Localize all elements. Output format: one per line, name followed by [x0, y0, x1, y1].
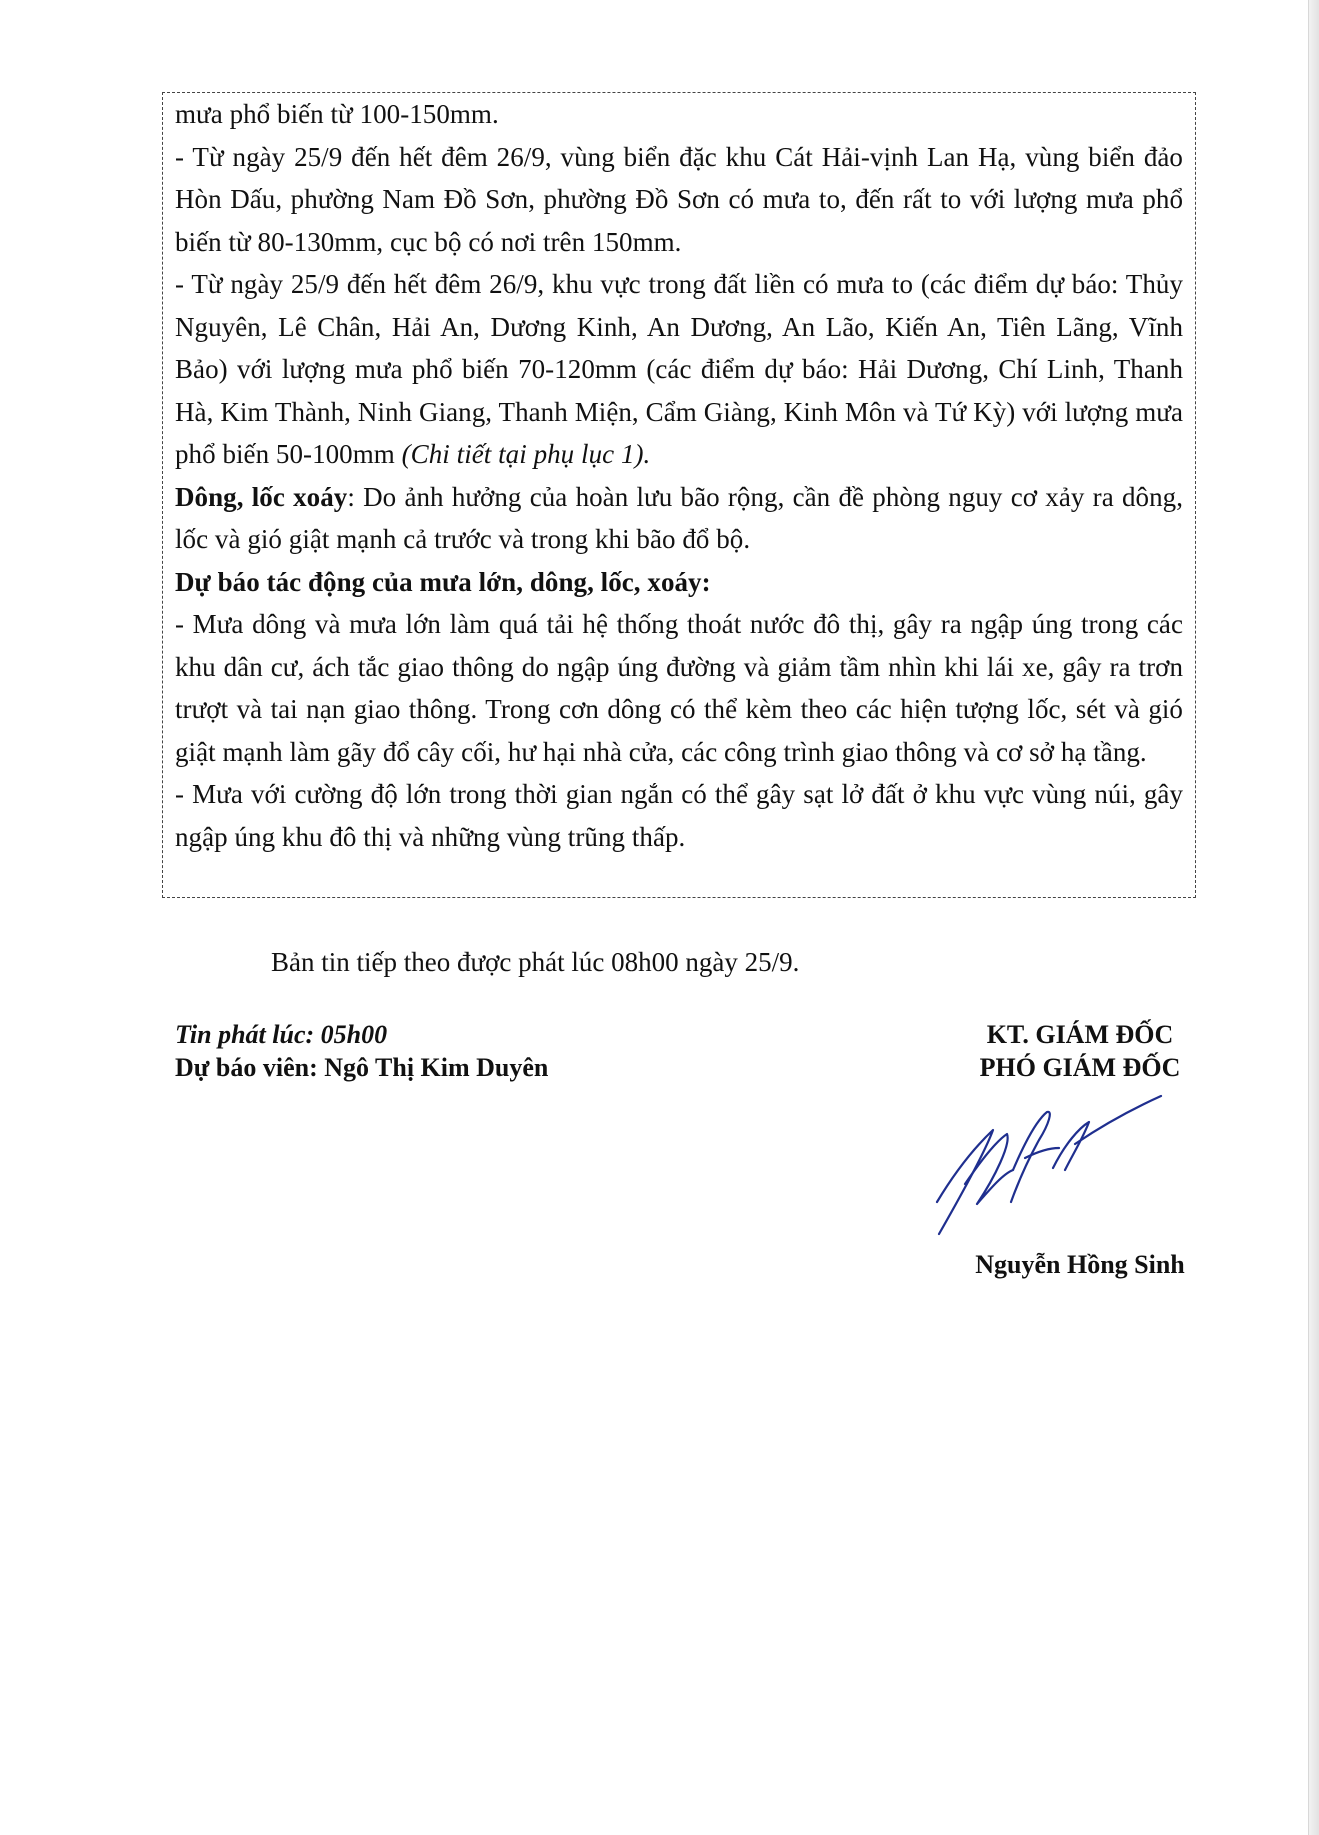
box-paragraph-4	[175, 476, 1183, 561]
box-paragraph-2: - Từ ngày 25/9 đến hết đêm 26/9, vùng biển đặc khu Cát Hải-vịnh Lan Hạ, vùng biển đảo Hòn Dấu, phường Nam Đồ Sơn, phường Đồ Sơn có mưa to, đến rất to với lượng mưa phổ biến từ 80-130mm, cục bộ có nơi trên 150mm.	[175, 141, 1183, 257]
forecaster-name: Dự báo viên: Ngô Thị Kim Duyên	[175, 1053, 549, 1082]
box-paragraph-3	[175, 263, 1183, 476]
issued-time: Tin phát lúc: 05h00	[175, 1020, 388, 1049]
approval-block	[900, 1018, 1260, 1084]
box-paragraph-6: - Mưa dông và mưa lớn làm quá tải hệ thống thoát nước đô thị, gây ra ngập úng trong các khu dân cư, ách tắc giao thông do ngập úng đường và giảm tầm nhìn khi lái xe, gây ra trơn trượt và tai nạn giao thông. Trong cơn dông có thể kèm theo các hiện tượng lốc, sét và gió giật mạnh làm gãy đổ cây cối, hư hại nhà cửa, các công trình giao thông và cơ sở hạ tầng.	[175, 609, 1183, 767]
forecast-box	[162, 92, 1196, 898]
box-paragraph-7: - Mưa với cường độ lớn trong thời gian ngắn có thể gây sạt lở đất ở khu vực vùng núi, gây ngập úng khu đô thị và những vùng trũng thấp.	[175, 779, 1183, 852]
box-paragraph-5	[175, 561, 1183, 604]
impact-heading: Dự báo tác động của mưa lớn, dông, lốc, xoáy:	[175, 566, 711, 597]
handwritten-signature	[925, 1092, 1175, 1242]
thunderstorm-text: : Do ảnh hưởng của hoàn lưu bão rộng, cần đề phòng nguy cơ xảy ra dông, lốc và gió giật mạnh cả trước và trong khi bão đổ bộ.	[175, 481, 1183, 554]
page-edge-shadow	[1308, 0, 1319, 1835]
next-bulletin-note: Bản tin tiếp theo được phát lúc 08h00 ngày 25/9.	[271, 947, 800, 977]
appendix-reference: (Chi tiết tại phụ lục 1).	[401, 439, 651, 469]
signer-name: Nguyễn Hồng Sinh	[975, 1250, 1185, 1279]
issued-info	[175, 1018, 548, 1084]
approval-title-2: PHÓ GIÁM ĐỐC	[979, 1053, 1181, 1082]
approval-title-1: KT. GIÁM ĐỐC	[986, 1020, 1174, 1049]
box-paragraph-3-text: - Từ ngày 25/9 đến hết đêm 26/9, khu vực trong đất liền có mưa to (các điểm dự báo: Thủy Nguyên, Lê Chân, Hải An, Dương Kinh, An Dương, An Lão, Kiến An, Tiên Lãng, Vĩnh Bảo) với lượng mưa phổ biến 70-120mm (các điểm dự báo: Hải Dương, Chí Linh, Thanh Hà, Kim Thành, Ninh Giang, Thanh Miện, Cẩm Giàng, Kinh Môn và Tứ Kỳ) với lượng mưa phổ biến 50-100mm	[175, 269, 1183, 469]
box-paragraph-1: mưa phổ biến từ 100-150mm.	[175, 99, 499, 129]
thunderstorm-heading: Dông, lốc xoáy	[175, 481, 348, 512]
